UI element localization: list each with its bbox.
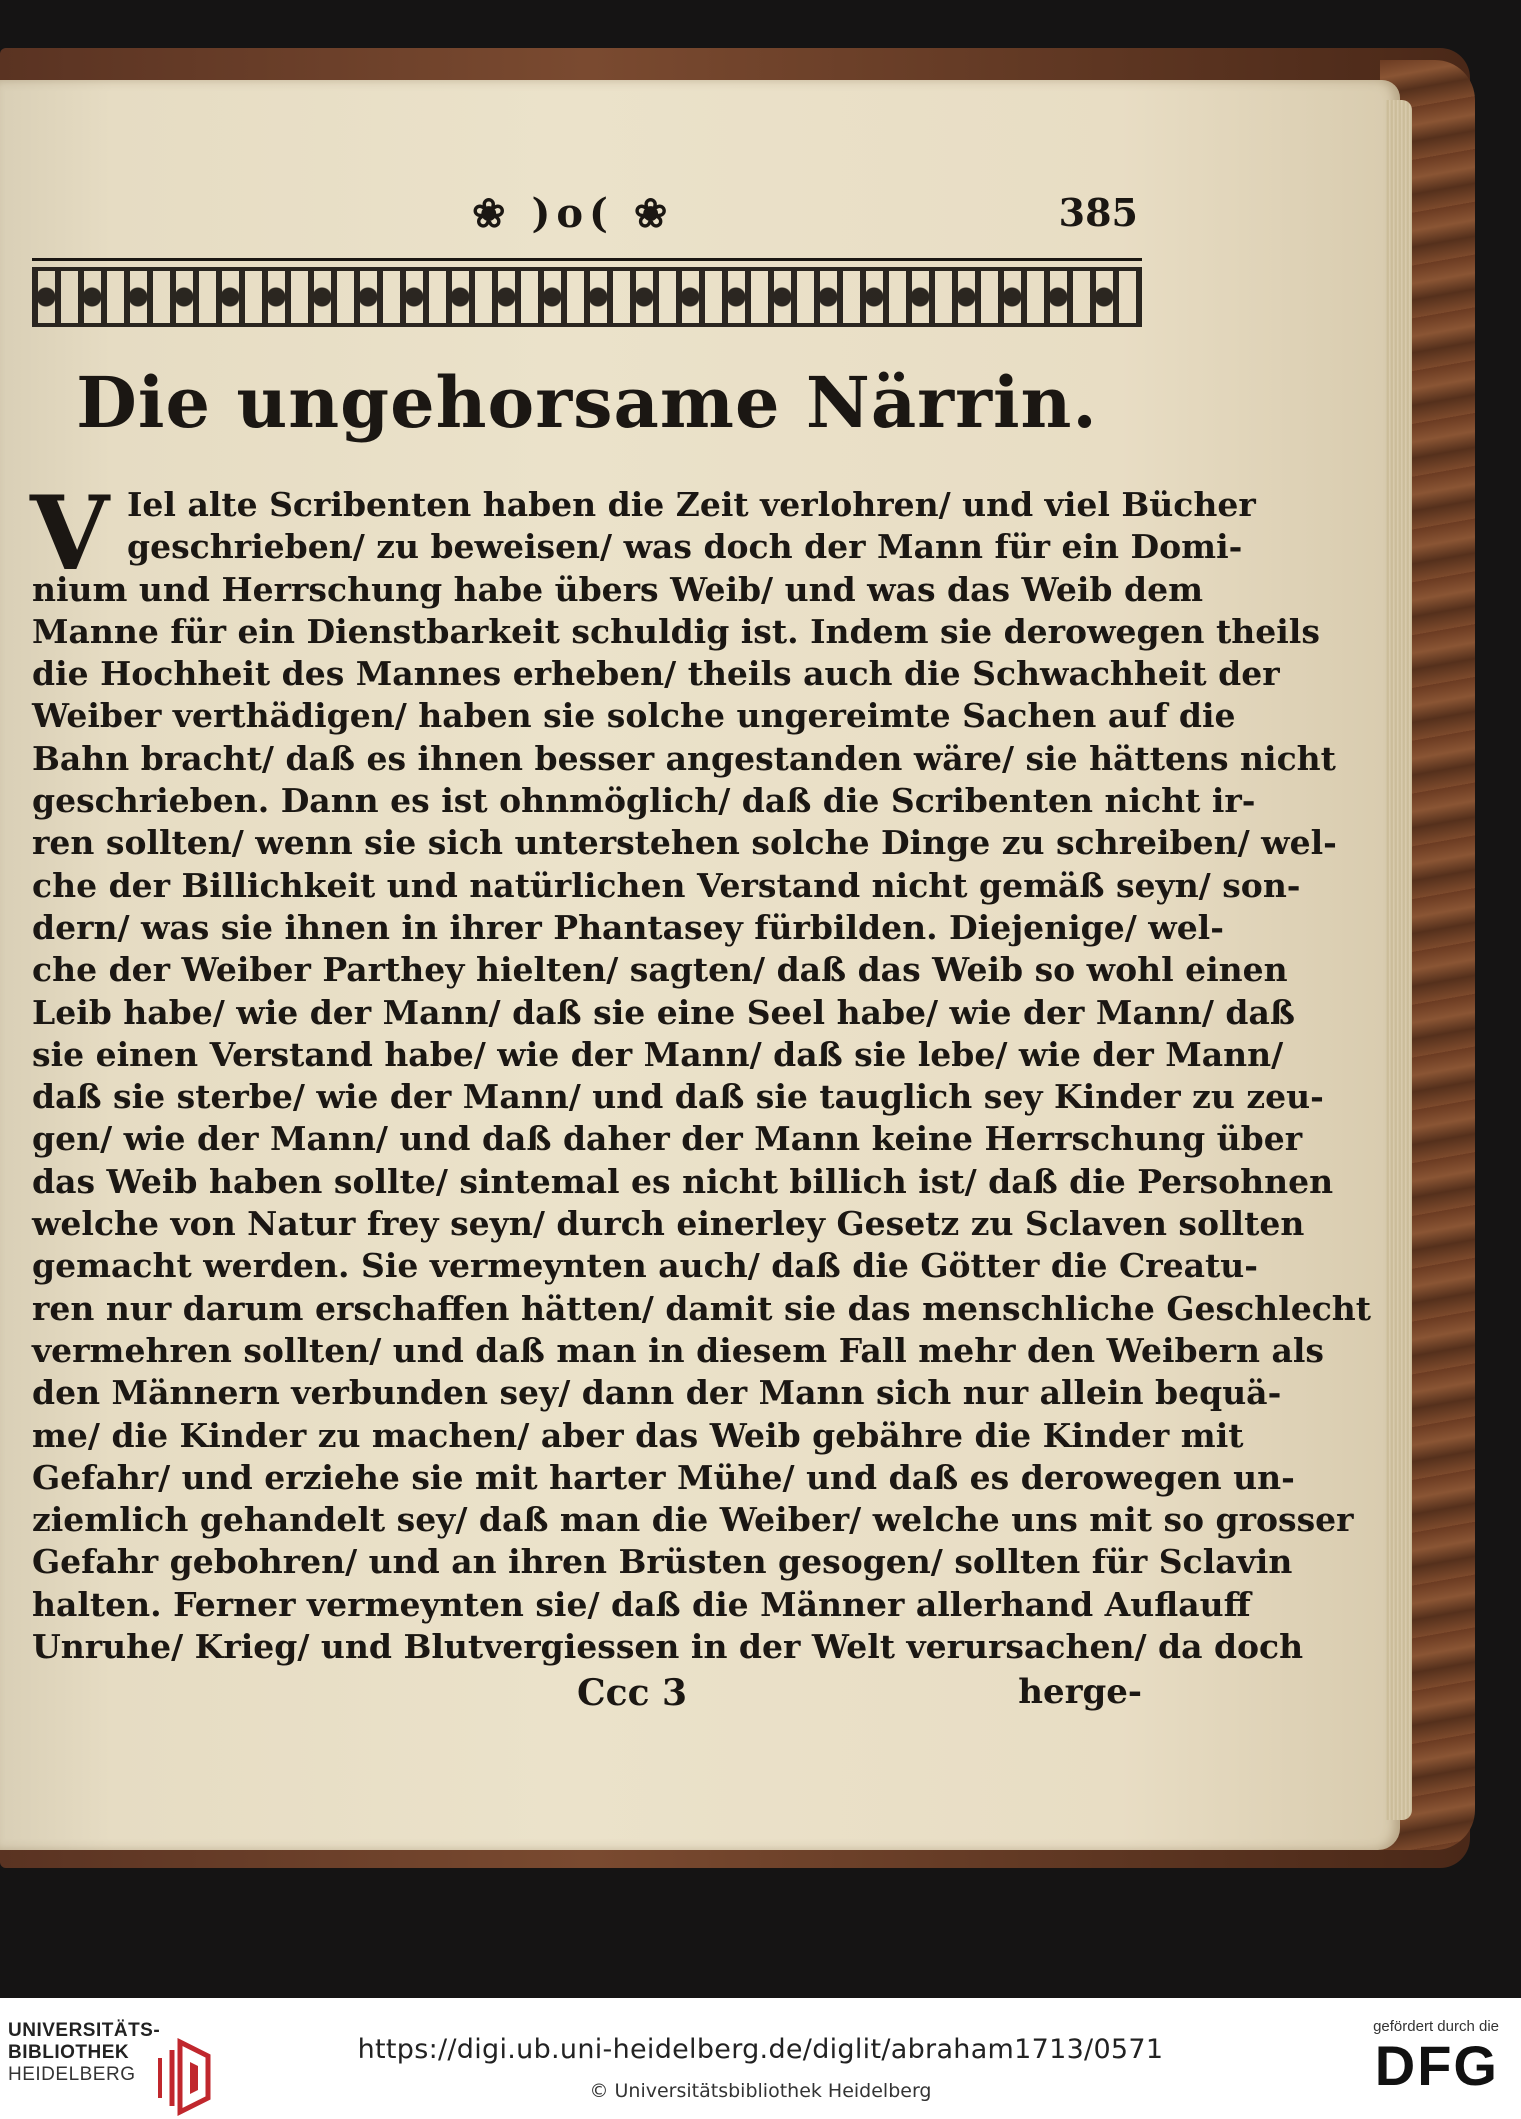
page-number: 385 xyxy=(1058,190,1138,235)
text-line: halten. Ferner vermeynten sie/ daß die Männer allerhand Auflauff xyxy=(32,1584,1251,1624)
library-name-line3: HEIDELBERG xyxy=(8,2064,136,2085)
ornament-band xyxy=(32,267,1142,327)
text-line: Bahn bracht/ daß es ihnen besser angestanden wäre/ sie hättens nicht xyxy=(32,738,1336,778)
text-line: Gefahr/ und erziehe sie mit harter Mühe/ und daß es derowegen un- xyxy=(32,1457,1295,1497)
body-lines xyxy=(30,474,1372,1668)
signature-mark: Ccc 3 xyxy=(577,1672,688,1715)
page-footer xyxy=(32,1672,1142,1722)
text-line: nium und Herrschung habe übers Weib/ und was das Weib dem xyxy=(32,569,1203,609)
header-rule xyxy=(32,258,1142,261)
text-line: den Männern verbunden sey/ dann der Mann sich nur allein bequä- xyxy=(32,1373,1282,1413)
drop-cap: V xyxy=(30,474,110,594)
viewer-footer-bar xyxy=(0,1998,1521,2119)
library-name-line1: UNIVERSITÄTS- xyxy=(8,2020,161,2041)
text-line: Iel alte Scribenten haben die Zeit verlohren/ und viel Bücher xyxy=(127,485,1256,524)
text-line: gen/ wie der Mann/ und daß daher der Mann keine Herrschung über xyxy=(32,1119,1303,1159)
text-line: me/ die Kinder zu machen/ aber das Weib gebähre die Kinder mit xyxy=(32,1415,1244,1455)
text-line: che der Billichkeit und natürlichen Verstand nicht gemäß seyn/ son- xyxy=(32,865,1301,905)
text-line: geschrieben. Dann es ist ohnmöglich/ daß die Scribenten nicht ir- xyxy=(32,781,1256,821)
text-line: die Hochheit des Mannes erheben/ theils auch die Schwachheit der xyxy=(32,654,1280,694)
text-line: daß sie sterbe/ wie der Mann/ und daß sie tauglich sey Kinder zu zeu- xyxy=(32,1077,1324,1117)
text-line: gemacht werden. Sie vermeynten auch/ daß die Götter die Creatu- xyxy=(32,1246,1258,1286)
text-line: vermehren sollten/ und daß man in diesem Fall mehr den Weibern als xyxy=(32,1330,1324,1370)
text-line: Gefahr gebohren/ und an ihren Brüsten gesogen/ sollten für Sclavin xyxy=(32,1542,1293,1582)
running-header xyxy=(32,190,1142,250)
dfg-wordmark: DFG xyxy=(1374,2034,1499,2097)
dfg-caption: gefördert durch die xyxy=(1373,2018,1499,2035)
text-line: sie einen Verstand habe/ wie der Mann/ daß sie lebe/ wie der Mann/ xyxy=(32,1034,1284,1074)
text-line: das Weib haben sollte/ sintemal es nicht billich ist/ daß die Persohnen xyxy=(32,1161,1334,1201)
text-line: ren sollten/ wenn sie sich unterstehen solche Dinge zu schreiben/ wel- xyxy=(32,823,1337,863)
chapter-title: Die ungehorsame Närrin. xyxy=(76,361,1098,444)
text-line: Unruhe/ Krieg/ und Blutvergiessen in der Welt verursachen/ da doch xyxy=(32,1627,1304,1667)
text-line: welche von Natur frey seyn/ durch einerley Gesetz zu Sclaven sollten xyxy=(32,1204,1305,1244)
text-line: dern/ was sie ihnen in ihrer Phantasey fürbilden. Diejenige/ wel- xyxy=(32,907,1224,947)
dfg-logo[interactable] xyxy=(1349,2018,1499,2110)
header-ornament-text: ❀ )o( ❀ xyxy=(472,190,674,237)
catchword: herge- xyxy=(1018,1672,1142,1713)
text-line: Leib habe/ wie der Mann/ daß sie eine Seel habe/ wie der Mann/ daß xyxy=(32,992,1295,1032)
body-text xyxy=(30,474,1372,1668)
text-line: ren nur darum erschaffen hätten/ damit sie das menschliche Geschlecht xyxy=(32,1288,1372,1328)
text-line: Manne für ein Dienstbarkeit schuldig ist. Indem sie derowegen theils xyxy=(32,611,1320,651)
library-name-line2: BIBLIOTHEK xyxy=(8,2042,130,2063)
page-text-block xyxy=(30,190,1372,1722)
document-url[interactable]: https://digi.ub.uni-heidelberg.de/diglit/abraham1713/0571 xyxy=(357,2034,1164,2065)
copyright-notice: © Universitätsbibliothek Heidelberg xyxy=(589,2080,932,2102)
text-line: geschrieben/ zu beweisen/ was doch der Mann für ein Domi- xyxy=(127,527,1243,567)
text-line: Weiber verthädigen/ haben sie solche ungereimte Sachen auf die xyxy=(32,696,1236,736)
text-line: ziemlich gehandelt sey/ daß man die Weiber/ welche uns mit so grosser xyxy=(32,1500,1354,1540)
page-edges xyxy=(1386,100,1412,1820)
text-line: che der Weiber Parthey hielten/ sagten/ daß das Weib so wohl einen xyxy=(32,950,1288,990)
